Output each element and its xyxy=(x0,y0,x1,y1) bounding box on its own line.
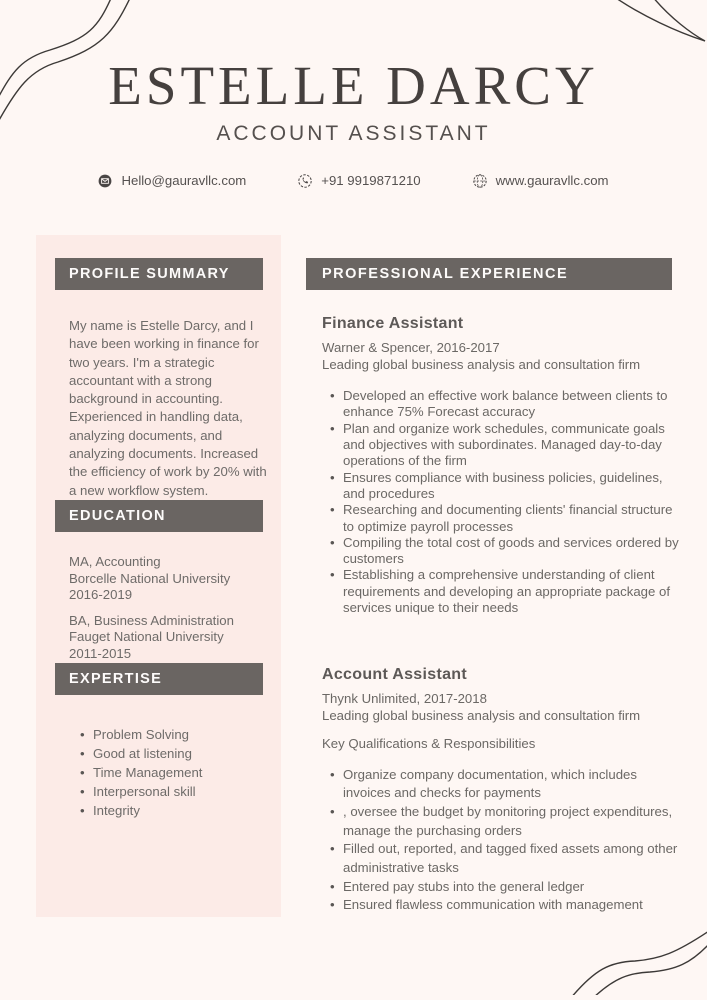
job-intro: Key Qualifications & Responsibilities xyxy=(322,735,536,751)
globe-icon xyxy=(473,174,487,188)
job-company-dates: Thynk Unlimited, 2017-2018 xyxy=(322,691,487,707)
contact-phone[interactable] xyxy=(298,173,420,188)
job-bullet: • Ensured flawless communication with management xyxy=(330,896,684,915)
section-header-professional-experience: PROFESSIONAL EXPERIENCE xyxy=(306,258,672,290)
job-title: Account Assistant xyxy=(322,666,467,684)
job-title: Finance Assistant xyxy=(322,315,464,332)
contact-row xyxy=(0,173,707,188)
job-bullet-list xyxy=(330,388,684,616)
job-bullet: • Ensures compliance with business policies, guidelines, and procedures xyxy=(330,470,684,503)
job-company-description: Leading global business analysis and consultation firm xyxy=(322,707,641,723)
job-entry-account-assistant xyxy=(306,666,692,915)
job-company-description: Leading global business analysis and consultation firm xyxy=(322,356,641,372)
education-school: Fauget National University xyxy=(69,629,224,645)
section-header-education: EDUCATION xyxy=(55,500,263,532)
contact-website[interactable] xyxy=(473,173,609,188)
job-bullet-list xyxy=(330,766,684,916)
education-years: 2011-2015 xyxy=(69,645,132,661)
job-bullet: • Organize company documentation, which includes invoices and checks for payments xyxy=(330,766,684,803)
expertise-item: • Time Management xyxy=(80,763,267,782)
section-header-profile-summary: PROFILE SUMMARY xyxy=(55,258,263,290)
sidebar-panel xyxy=(36,235,281,917)
expertise-item: • Good at listening xyxy=(80,744,267,763)
job-company-dates: Warner & Spencer, 2016-2017 xyxy=(322,340,500,355)
section-header-expertise: EXPERTISE xyxy=(55,663,263,695)
job-bullet: • Filled out, reported, and tagged fixed assets among other administrative tasks xyxy=(330,840,684,877)
person-name: ESTELLE DARCY xyxy=(108,55,599,116)
education-years: 2016-2019 xyxy=(69,587,133,603)
education-degree: MA, Accounting xyxy=(69,553,161,569)
contact-phone-label: +91 9919871210 xyxy=(321,173,421,188)
education-item xyxy=(69,554,267,604)
email-icon xyxy=(98,174,112,188)
job-bullet: • Researching and documenting clients' financial structure to optimize payroll processes xyxy=(330,502,684,535)
job-bullet: • Entered pay stubs into the general ledger xyxy=(330,878,684,897)
expertise-item: • Interpersonal skill xyxy=(80,782,267,801)
expertise-item: • Integrity xyxy=(80,801,267,820)
job-bullet: • Compiling the total cost of goods and services ordered by customers xyxy=(330,535,684,568)
phone-icon xyxy=(298,174,312,188)
corner-squiggle-bottom-right xyxy=(540,925,707,1000)
job-bullet: • Establishing a comprehensive understanding of client requirements and developing an appropriate package of services unique to their needs xyxy=(330,567,684,616)
job-bullet: • Plan and organize work schedules, communicate goals and objectives with subordinates. Managed day-to-day operations of the firm xyxy=(330,421,684,470)
contact-email-label: Hello@gauravllc.com xyxy=(121,173,247,188)
job-bullet: • , oversee the budget by monitoring project expenditures, manage the purchasing orders xyxy=(330,803,684,840)
person-job-title: ACCOUNT ASSISTANT xyxy=(216,122,491,145)
education-item xyxy=(69,613,267,663)
education-school: Borcelle National University xyxy=(69,570,231,586)
expertise-list xyxy=(80,725,267,820)
job-bullet: • Developed an effective work balance between clients to enhance 75% Forecast accuracy xyxy=(330,388,684,421)
experience-column xyxy=(306,258,692,915)
education-list xyxy=(69,554,267,663)
contact-email[interactable] xyxy=(98,173,246,188)
profile-summary-text: My name is Estelle Darcy, and I have been working in finance for two years. I'm a strategic accountant with a strong background in accounting. Experienced in handling data, analyzing documents, and analyzing documents. Increased the efficiency of work by 20% with a new workflow system. xyxy=(69,318,267,498)
education-degree: BA, Business Administration xyxy=(69,612,234,628)
job-entry-finance-assistant xyxy=(306,315,692,616)
header xyxy=(0,0,707,188)
expertise-item: • Problem Solving xyxy=(80,725,267,744)
contact-website-label: www.gauravllc.com xyxy=(495,173,609,188)
